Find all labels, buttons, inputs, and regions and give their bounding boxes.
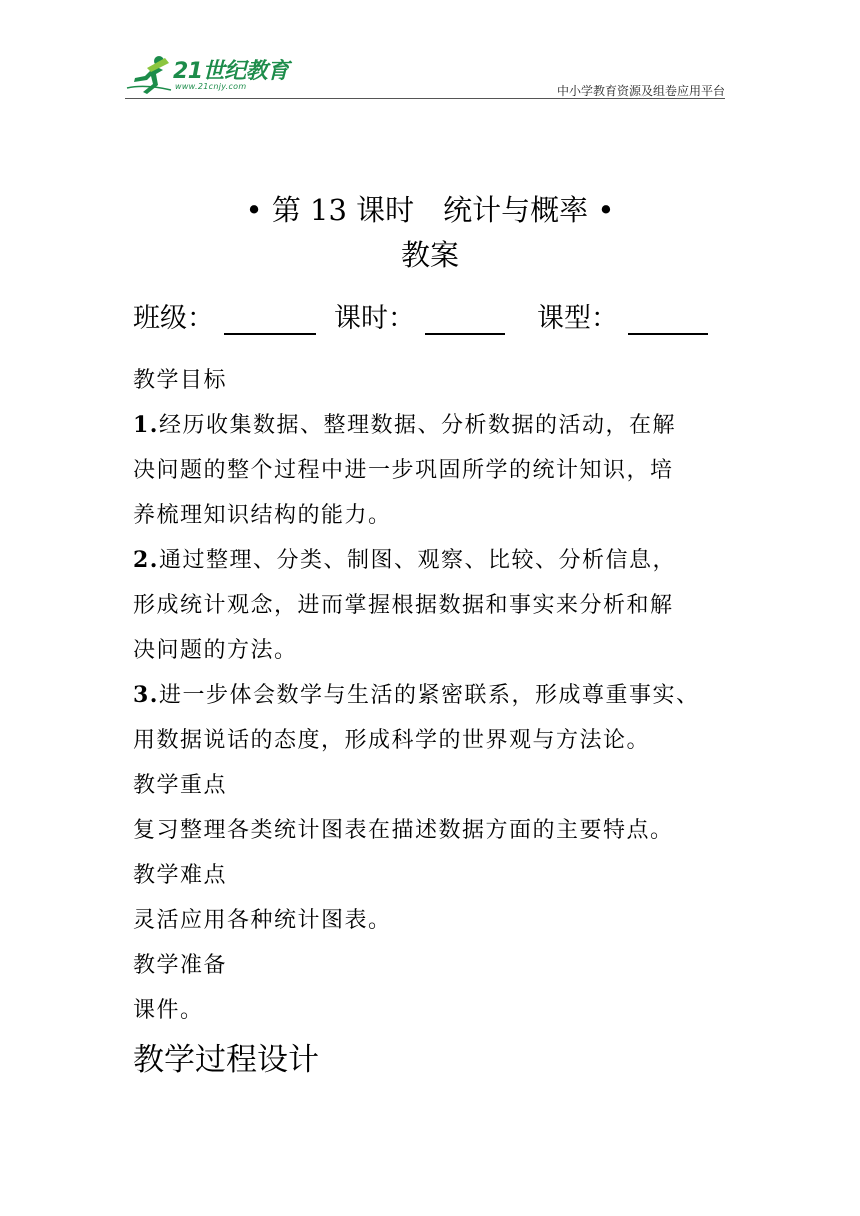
preparation-heading: 教学准备 <box>133 953 228 978</box>
lesson-meta-row <box>133 296 708 335</box>
logo-text: 21世纪教育 <box>173 59 289 84</box>
goal-2-number: 2. <box>133 547 159 573</box>
goal-2-line-3: 决问题的方法。 <box>133 638 298 663</box>
key-points-text: 复习整理各类统计图表在描述数据方面的主要特点。 <box>133 818 674 843</box>
goal-1-line-2: 决问题的整个过程中进一步巩固所学的统计知识，培 <box>133 458 674 483</box>
logo-url: www.21cnjy.com <box>175 82 247 91</box>
goal-1-number: 1. <box>133 412 159 438</box>
goal-1-text-1: 经历收集数据、整理数据、分析数据的活动，在解 <box>158 413 676 438</box>
goal-3-text-1: 进一步体会数学与生活的紧密联系，形成尊重事实、 <box>158 683 700 708</box>
difficulty-heading: 教学难点 <box>133 863 228 888</box>
page-header <box>125 52 725 102</box>
lesson-body <box>133 358 733 1085</box>
goal-2-line-1 <box>133 538 733 583</box>
type-blank <box>628 305 708 335</box>
lesson-title: • 第 13 课时 统计与概率 • <box>245 193 615 227</box>
site-description: 中小学教育资源及组卷应用平台 <box>556 84 725 98</box>
goal-3-line-1 <box>133 673 733 718</box>
period-label: 课时： <box>334 303 415 334</box>
site-logo <box>125 52 295 98</box>
difficulty-text: 灵活应用各种统计图表。 <box>133 908 392 933</box>
preparation-text: 课件。 <box>133 998 204 1023</box>
goal-2-line-2: 形成统计观念，进而掌握根据数据和事实来分析和解 <box>133 593 674 618</box>
period-blank <box>425 305 505 335</box>
goal-3-line-2: 用数据说话的态度，形成科学的世界观与方法论。 <box>133 728 651 753</box>
lesson-subtitle: 教案 <box>400 238 459 272</box>
header-divider <box>125 98 725 99</box>
goal-2-text-1: 通过整理、分类、制图、观察、比较、分析信息， <box>158 548 676 573</box>
key-points-heading: 教学重点 <box>133 773 228 798</box>
goals-heading: 教学目标 <box>133 368 228 393</box>
runner-icon <box>125 54 173 94</box>
type-label: 课型： <box>537 303 618 334</box>
class-label: 班级： <box>133 303 214 334</box>
process-heading: 教学过程设计 <box>133 1042 319 1078</box>
class-blank <box>224 305 316 335</box>
goal-1-line-1 <box>133 403 733 448</box>
goal-3-number: 3. <box>133 682 159 708</box>
goal-1-line-3: 养梳理知识结构的能力。 <box>133 503 392 528</box>
